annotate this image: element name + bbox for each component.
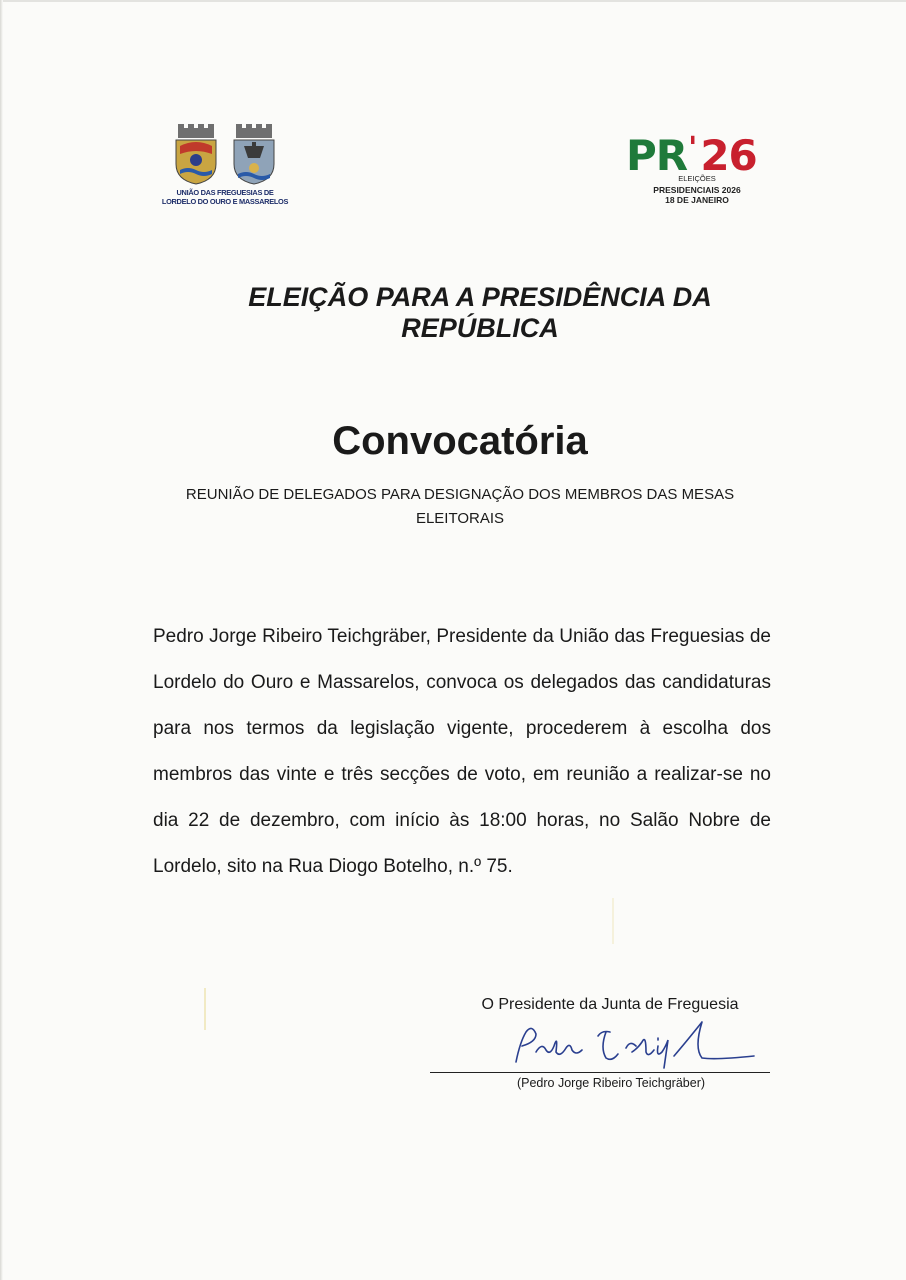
election-logo-line2: PRESIDENCIAIS 2026 bbox=[653, 184, 741, 195]
body-paragraph: Pedro Jorge Ribeiro Teichgräber, Presidente da União das Freguesias de Lordelo do Ouro e Massarelos, convoca os delegados das candidaturas para nos termos da legislação vigente, procederem à escolha dos membros das vinte e três secções de voto, em reunião a realizar-se no dia 22 de dezembro, com início às 18:00 horas, no Salão Nobre de Lordelo, sito na Rua Diogo Botelho, n.º 75. bbox=[153, 626, 771, 877]
pr-year: 26 bbox=[700, 131, 757, 180]
logo-caption-line2: LORDELO DO OURO E MASSARELOS bbox=[161, 197, 289, 206]
coats-of-arms-icon bbox=[172, 124, 278, 188]
election-logo bbox=[618, 124, 778, 214]
page-edge-top bbox=[0, 0, 906, 2]
document-title: ELEIÇÃO PARA A PRESIDÊNCIA DA REPÚBLICA bbox=[248, 282, 712, 343]
logo-caption bbox=[158, 188, 292, 206]
handwritten-signature bbox=[506, 1012, 766, 1072]
election-logo-line3: 18 DE JANEIRO bbox=[665, 195, 729, 205]
page-edge-left bbox=[0, 0, 3, 1280]
signature-line bbox=[430, 1072, 770, 1073]
parish-union-logo bbox=[158, 124, 292, 210]
pr-apostrophe: ' bbox=[688, 131, 697, 166]
scan-artifact bbox=[204, 988, 206, 1030]
document-subtitle: REUNIÃO DE DELEGADOS PARA DESIGNAÇÃO DOS MEMBROS DAS MESAS ELEITORAIS bbox=[185, 486, 735, 527]
scan-artifact bbox=[612, 898, 614, 944]
signature-label: O Presidente da Junta de Freguesia bbox=[481, 996, 739, 1013]
document-heading: Convocatória bbox=[332, 419, 588, 463]
logo-caption-line1: UNIÃO DAS FREGUESIAS DE bbox=[176, 188, 274, 197]
pr-letters: PR bbox=[626, 131, 688, 180]
signatory-name: (Pedro Jorge Ribeiro Teichgräber) bbox=[516, 1076, 706, 1090]
election-logo-line1: ELEIÇÕES bbox=[678, 174, 716, 183]
election-logo-caption bbox=[618, 174, 776, 206]
